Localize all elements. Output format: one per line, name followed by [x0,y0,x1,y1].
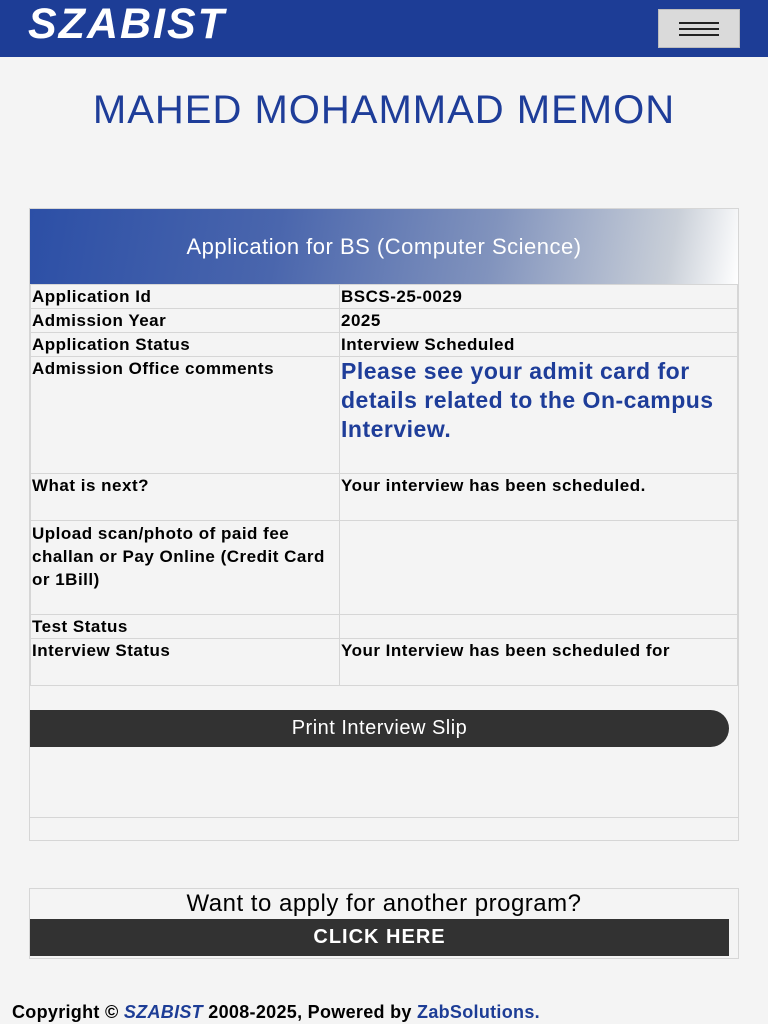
another-program-prompt: Want to apply for another program? [186,890,582,917]
table-row [31,309,738,333]
row-value: 2025 [340,309,738,333]
hamburger-menu-button[interactable] [658,9,740,48]
szabist-logo[interactable]: SZABIST [28,0,226,48]
table-row [31,615,738,639]
another-program-box [29,888,739,959]
hamburger-icon [679,22,719,24]
student-name: MAHED MOHAMMAD MEMON [92,88,676,132]
table-row [31,521,738,615]
table-row [31,333,738,357]
application-details-table [30,284,738,686]
row-label: Application Status [31,333,340,357]
hamburger-icon-bar [679,34,719,36]
table-row [31,474,738,521]
footer-brand-link[interactable]: SZABIST [123,1002,203,1022]
row-value: Your interview has been scheduled. [340,474,738,521]
application-card [29,208,739,841]
row-label: Interview Status [31,639,340,686]
row-label: Upload scan/photo of paid fee challan or Pay Online (Credit Card or 1Bill) [31,521,340,615]
row-value: BSCS-25-0029 [340,285,738,309]
footer-years-text: 2008-2025, Powered by [208,1002,412,1022]
admission-office-comment: Please see your admit card for details related to the On-campus Interview. [340,357,738,474]
row-label: Application Id [31,285,340,309]
row-label: Test Status [31,615,340,639]
hamburger-icon-bar [679,28,719,30]
footer [12,1000,768,1024]
print-interview-slip-button[interactable]: Print Interview Slip [30,710,729,747]
row-value: Your Interview has been scheduled for [340,639,738,686]
application-title: Application for BS (Computer Science) [30,209,738,284]
table-row [31,357,738,474]
table-row [31,285,738,309]
row-value [340,615,738,639]
row-value: Interview Scheduled [340,333,738,357]
row-label: Admission Office comments [31,357,340,474]
click-here-button[interactable]: CLICK HERE [30,919,729,956]
row-label: Admission Year [31,309,340,333]
zabsolutions-link[interactable]: ZabSolutions. [417,1002,540,1022]
fee-challan-upload-cell[interactable] [340,521,738,615]
divider [30,817,738,818]
row-label: What is next? [31,474,340,521]
copyright-text: Copyright © [12,1002,119,1022]
table-row [31,639,738,686]
top-navbar [0,0,768,57]
